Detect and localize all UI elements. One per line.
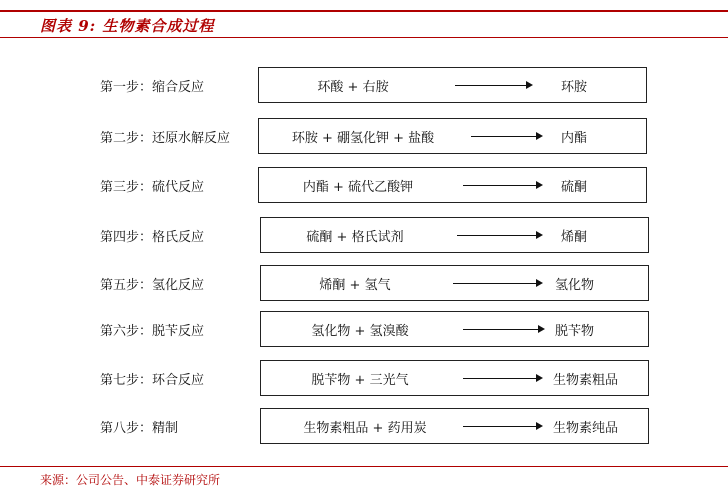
- product: 烯酮: [561, 229, 588, 245]
- reaction-box: [258, 167, 647, 203]
- product: 生物素纯品: [553, 420, 619, 436]
- reaction-arrow: [453, 283, 541, 284]
- reactants: 环胺 + 硼氢化钾 + 盐酸: [291, 130, 435, 146]
- product: 环胺: [561, 79, 588, 95]
- reactants: 脱苄物 + 三光气: [311, 372, 409, 388]
- step-label: 第一步：缩合反应: [100, 80, 205, 95]
- reaction-arrow: [463, 378, 541, 379]
- reactants: 烯酮 + 氢气: [319, 277, 391, 293]
- reaction-box: [260, 408, 649, 444]
- footer-divider: [0, 466, 728, 467]
- reactants: 生物素粗品 + 药用炭: [303, 420, 427, 436]
- source-note: 来源：公司公告、中泰证券研究所: [40, 473, 221, 487]
- product: 内酯: [561, 130, 588, 146]
- reaction-box: [260, 217, 649, 253]
- reaction-box: [258, 118, 647, 154]
- reaction-arrow: [463, 329, 543, 330]
- product: 生物素粗品: [553, 372, 619, 388]
- product: 硫酮: [561, 179, 588, 195]
- step-label: 第四步：格氏反应: [100, 230, 205, 245]
- reaction-box: [260, 311, 649, 347]
- reaction-arrow: [463, 426, 541, 427]
- step-label: 第六步：脱苄反应: [100, 324, 205, 339]
- step-label: 第三步：硫代反应: [100, 180, 205, 195]
- reactants: 氢化物 + 氢溴酸: [311, 323, 409, 339]
- reactants: 内酯 + 硫代乙酸钾: [302, 179, 414, 195]
- figure-title: 图表 9: 生物素合成过程: [40, 17, 215, 35]
- product: 氢化物: [555, 277, 595, 293]
- reaction-box: [260, 360, 649, 396]
- reaction-arrow: [463, 185, 541, 186]
- step-label: 第八步：精制: [100, 421, 179, 436]
- step-label: 第七步：环合反应: [100, 373, 205, 388]
- reaction-arrow: [471, 136, 541, 137]
- reaction-arrow: [457, 235, 541, 236]
- reactants: 环酸 + 右胺: [317, 79, 389, 95]
- product: 脱苄物: [555, 323, 595, 339]
- reaction-box: [258, 67, 647, 103]
- reactants: 硫酮 + 格氏试剂: [306, 229, 404, 245]
- reaction-arrow: [455, 85, 531, 86]
- step-label: 第二步：还原水解反应: [100, 131, 231, 146]
- step-label: 第五步：氢化反应: [100, 278, 205, 293]
- reaction-box: [260, 265, 649, 301]
